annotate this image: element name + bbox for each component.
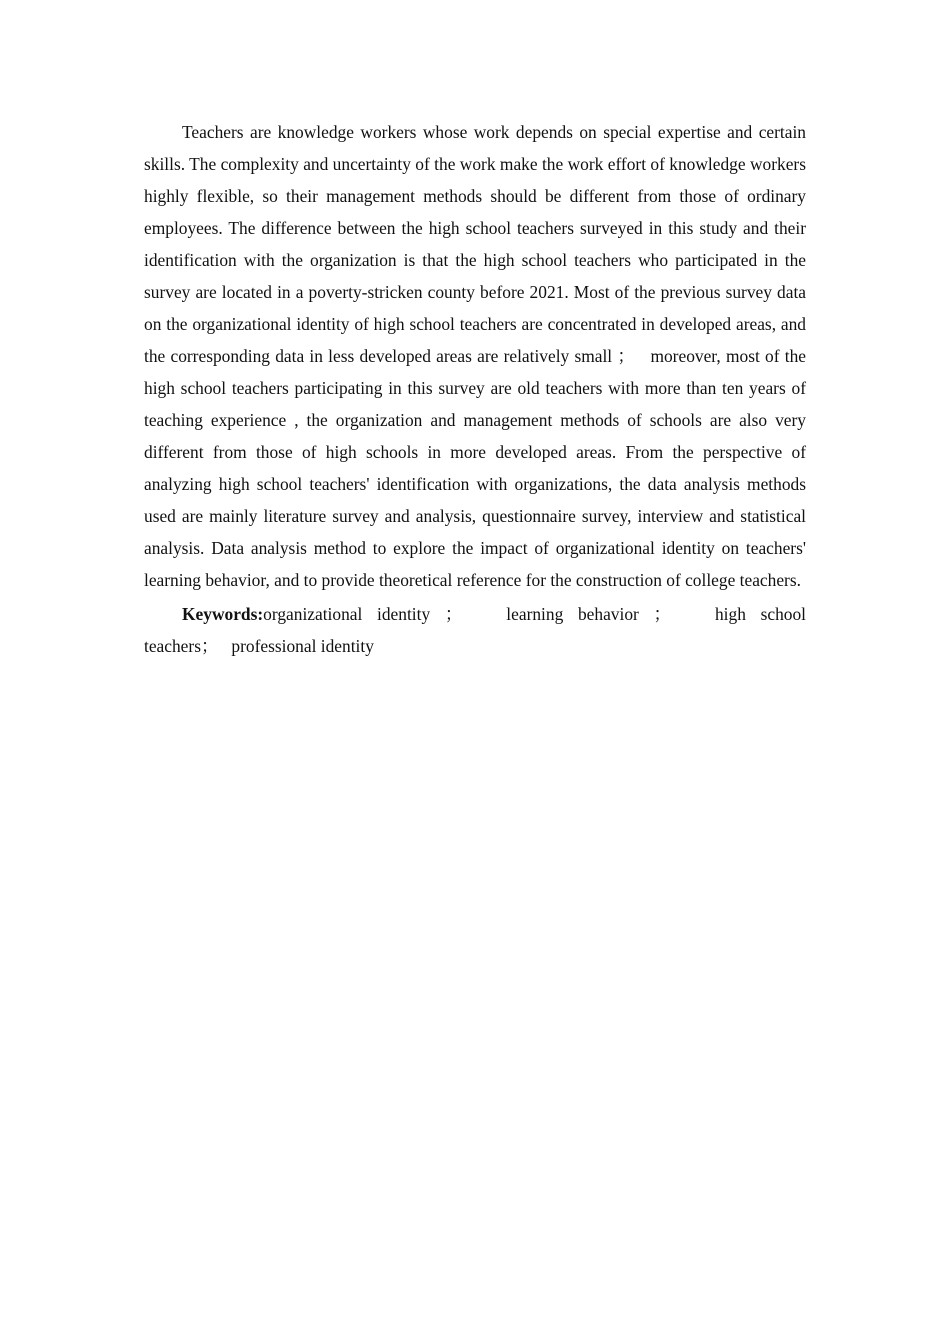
keyword-item: professional identity [231, 636, 374, 656]
keywords-label: Keywords: [182, 604, 264, 624]
keyword-separator: ； [200, 636, 232, 656]
keyword-item: organizational identity [263, 604, 431, 624]
keywords-line [144, 598, 806, 662]
abstract-paragraph: Teachers are knowledge workers whose work depends on special expertise and certain skills. The complexity and uncertainty of the work make the work effort of knowledge workers highly flexible, so their management methods should be different from those of ordinary employees. The difference between the high school teachers surveyed in this study and their identification with the organization is that the high school teachers who participated in the survey are located in a poverty-stricken county before 2021. Most of the previous survey data on the organizational identity of high school teachers are concentrated in developed areas, and the corresponding data in less developed areas are relatively small ； moreover, most of the high school teachers participating in this survey are old teachers with more than ten years of teaching experience , the organization and management methods of schools are also very different from those of high schools in more developed areas. From the perspective of analyzing high school teachers' identification with organizations, the data analysis methods used are mainly literature survey and analysis, questionnaire survey, interview and statistical analysis. Data analysis method to explore the impact of organizational identity on teachers' learning behavior, and to provide theoretical reference for the construction of college teachers. [144, 122, 806, 590]
keyword-separator: ； [430, 604, 507, 624]
abstract-section [144, 116, 806, 662]
keyword-separator: ； [638, 604, 715, 624]
keyword-item: high school teachers [144, 604, 806, 656]
keyword-item: learning behavior [506, 604, 639, 624]
